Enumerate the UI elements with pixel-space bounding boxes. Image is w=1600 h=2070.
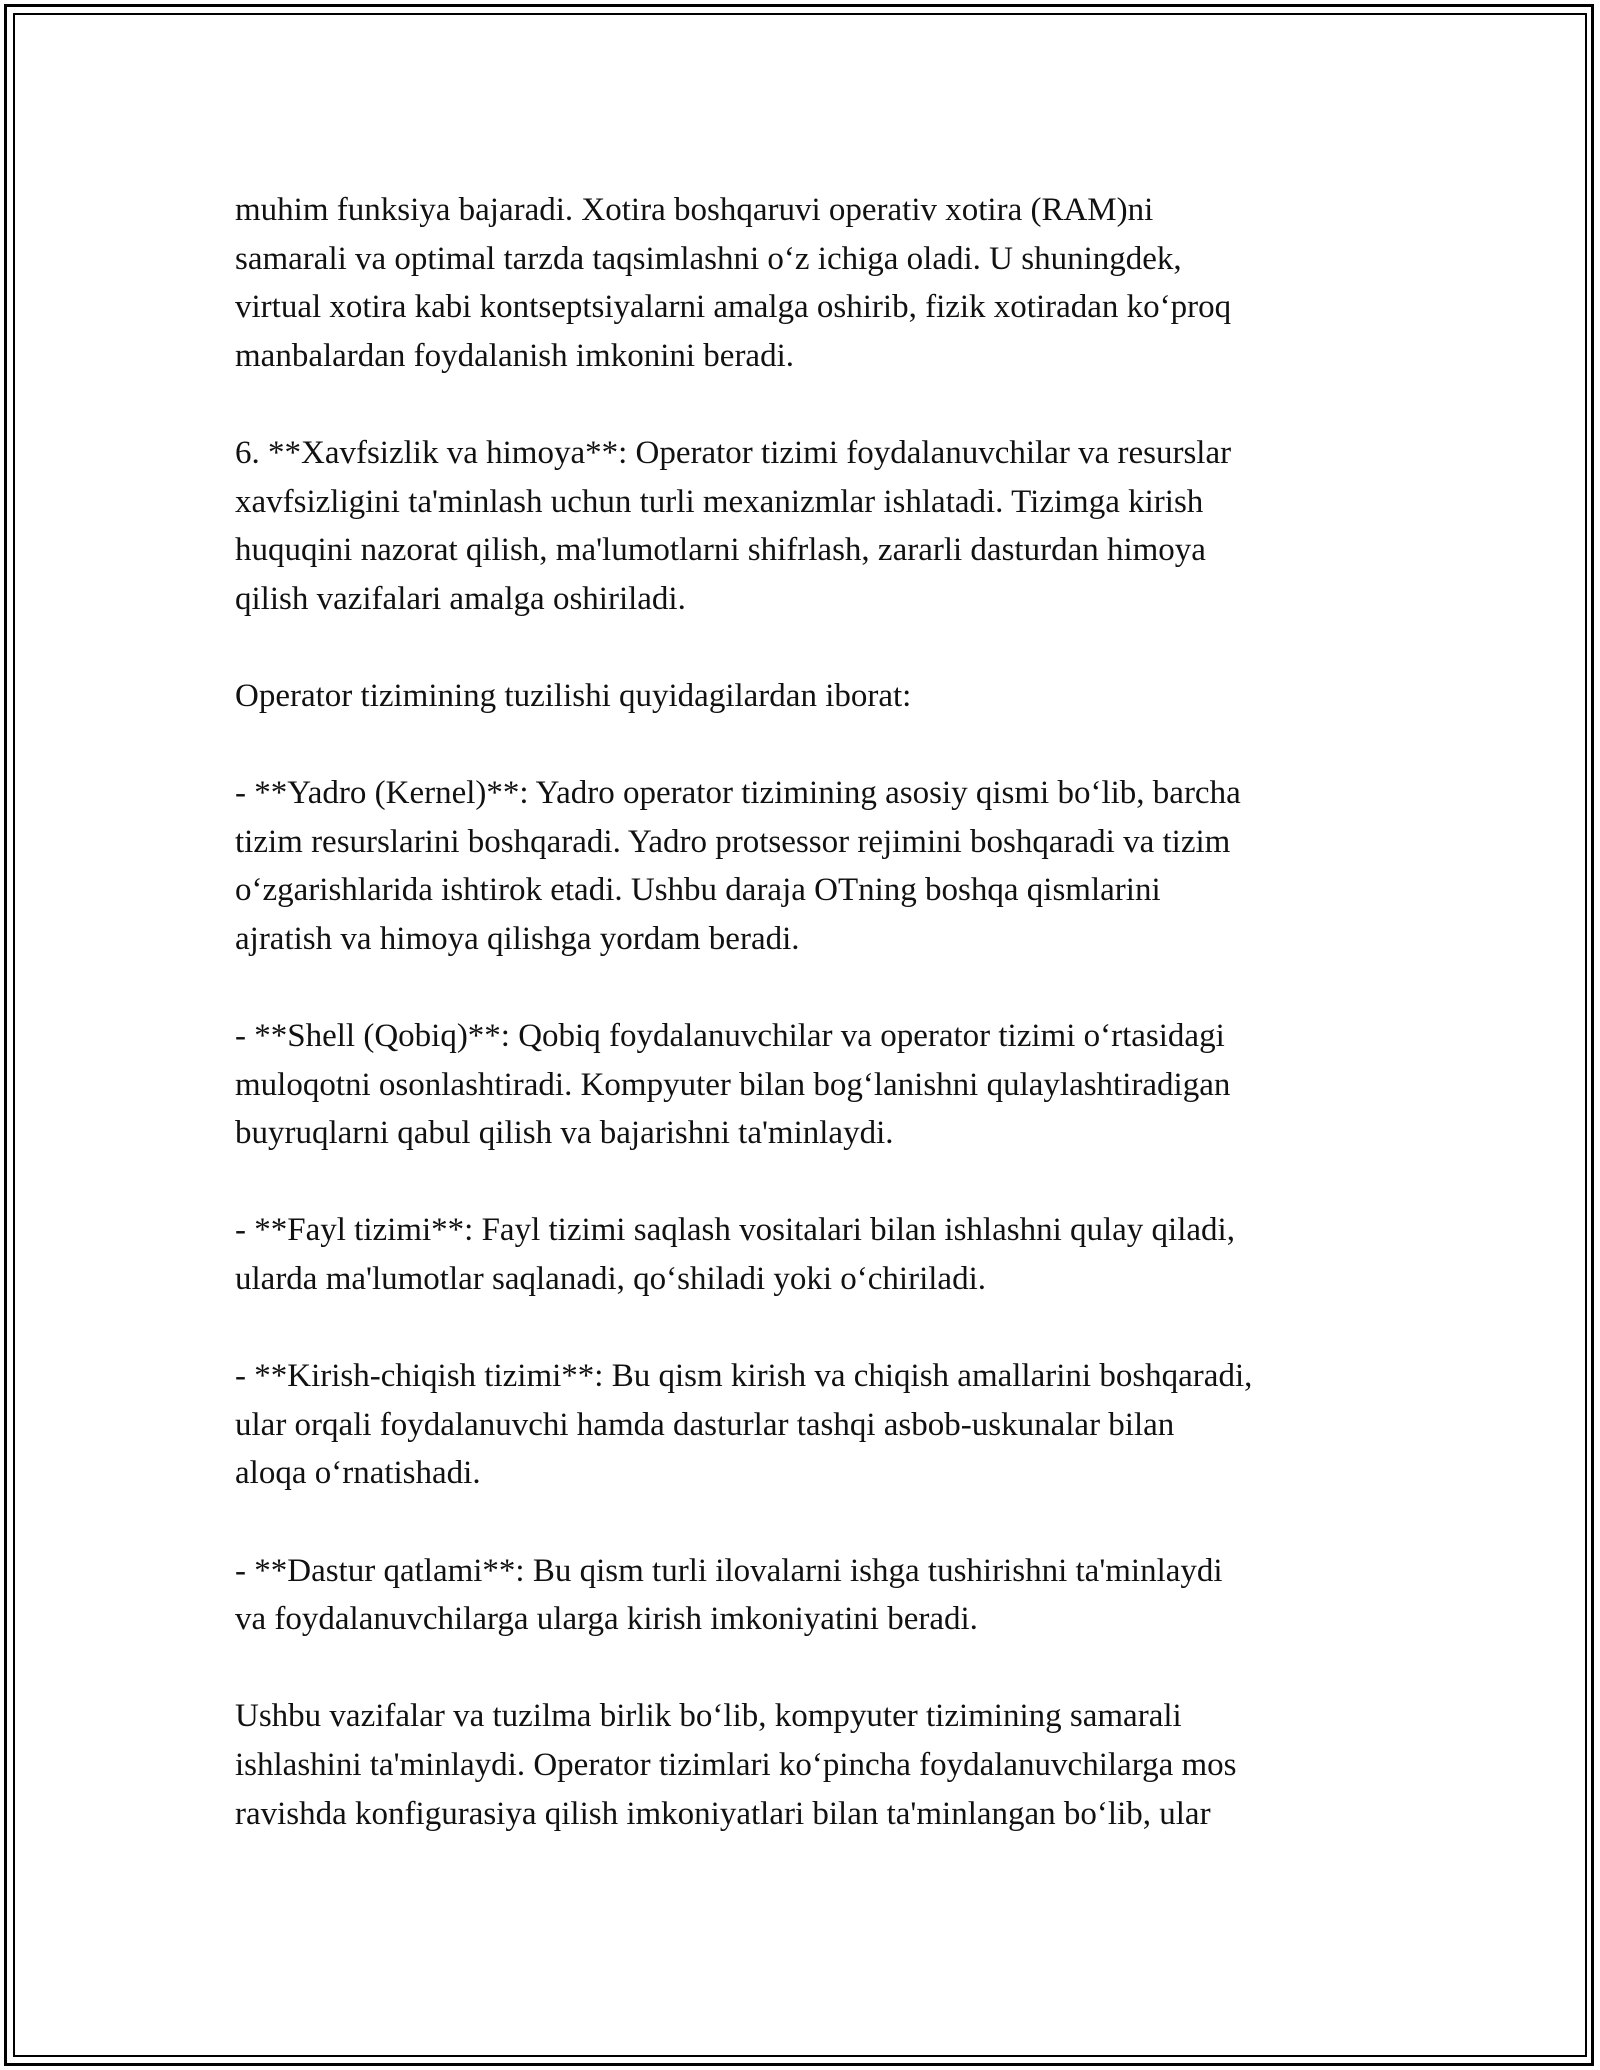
text-line: - **Dastur qatlami**: Bu qism turli ilovalarni ishga tushirishni ta'minlaydi <box>235 1552 1223 1589</box>
text-line: - **Shell (Qobiq)**: Qobiq foydalanuvchilar va operator tizimi o‘rtasidagi <box>235 1018 1225 1055</box>
text-line: muhim funksiya bajaradi. Xotira boshqaruvi operativ xotira (RAM)ni <box>235 192 1154 228</box>
text-line: ularda ma'lumotlar saqlanadi, qo‘shiladi yoki o‘chiriladi. <box>235 1261 986 1298</box>
text-line: manbalardan foydalanish imkonini beradi. <box>235 337 795 374</box>
text-line: Ushbu vazifalar va tuzilma birlik bo‘lib, kompyuter tizimining samarali <box>235 1698 1182 1735</box>
text-line: va foydalanuvchilarga ularga kirish imkoniyatini beradi. <box>235 1601 978 1638</box>
text-line: xavfsizligini ta'minlash uchun turli mexanizmlar ishlatadi. Tizimga kirish <box>235 483 1204 520</box>
document-body <box>235 186 1395 1887</box>
paragraph-memory-continued <box>235 186 1395 380</box>
text-line: ravishda konfigurasiya qilish imkoniyatlari bilan ta'minlangan bo‘lib, ular <box>235 1795 1211 1832</box>
text-line: huquqini nazorat qilish, ma'lumotlarni shifrlash, zararli dasturdan himoya <box>235 532 1206 569</box>
paragraph-conclusion <box>235 1692 1395 1838</box>
text-line: 6. **Xavfsizlik va himoya**: Operator tizimi foydalanuvchilar va resurslar <box>235 434 1232 471</box>
text-line: qilish vazifalari amalga oshiriladi. <box>235 580 686 617</box>
text-line: buyruqlarni qabul qilish va bajarishni ta'minlaydi. <box>235 1115 894 1152</box>
paragraph-shell <box>235 1012 1395 1158</box>
paragraph-security <box>235 429 1395 623</box>
text-line: virtual xotira kabi kontseptsiyalarni amalga oshirib, fizik xotiradan ko‘proq <box>235 289 1232 326</box>
text-line: samarali va optimal tarzda taqsimlashni o‘z ichiga oladi. U shuningdek, <box>235 240 1182 277</box>
paragraph-file-system <box>235 1206 1395 1303</box>
paragraph-io-system <box>235 1352 1395 1498</box>
text-line: o‘zgarishlarida ishtirok etadi. Ushbu daraja OTning boshqa qismlarini <box>235 872 1161 909</box>
text-line: ajratish va himoya qilishga yordam beradi. <box>235 920 800 957</box>
text-line: - **Fayl tizimi**: Fayl tizimi saqlash vositalari bilan ishlashni qulay qiladi, <box>235 1212 1235 1249</box>
text-line: tizim resurslarini boshqaradi. Yadro protsessor rejimini boshqaradi va tizim <box>235 823 1231 860</box>
text-line: - **Yadro (Kernel)**: Yadro operator tizimining asosiy qismi bo‘lib, barcha <box>235 775 1241 812</box>
text-line: muloqotni osonlashtiradi. Kompyuter bilan bog‘lanishni qulaylashtiradigan <box>235 1066 1231 1103</box>
paragraph-program-layer <box>235 1547 1395 1644</box>
paragraph-kernel <box>235 769 1395 963</box>
text-line: ishlashini ta'minlaydi. Operator tizimlari ko‘pincha foydalanuvchilarga mos <box>235 1747 1237 1783</box>
text-line: - **Kirish-chiqish tizimi**: Bu qism kirish va chiqish amallarini boshqaradi, <box>235 1358 1253 1395</box>
text-line: Operator tizimining tuzilishi quyidagilardan iborat: <box>235 677 912 714</box>
text-line: ular orqali foydalanuvchi hamda dasturlar tashqi asbob-uskunalar bilan <box>235 1406 1175 1443</box>
text-line: aloqa o‘rnatishadi. <box>235 1455 481 1492</box>
paragraph-structure-intro <box>235 672 1395 721</box>
